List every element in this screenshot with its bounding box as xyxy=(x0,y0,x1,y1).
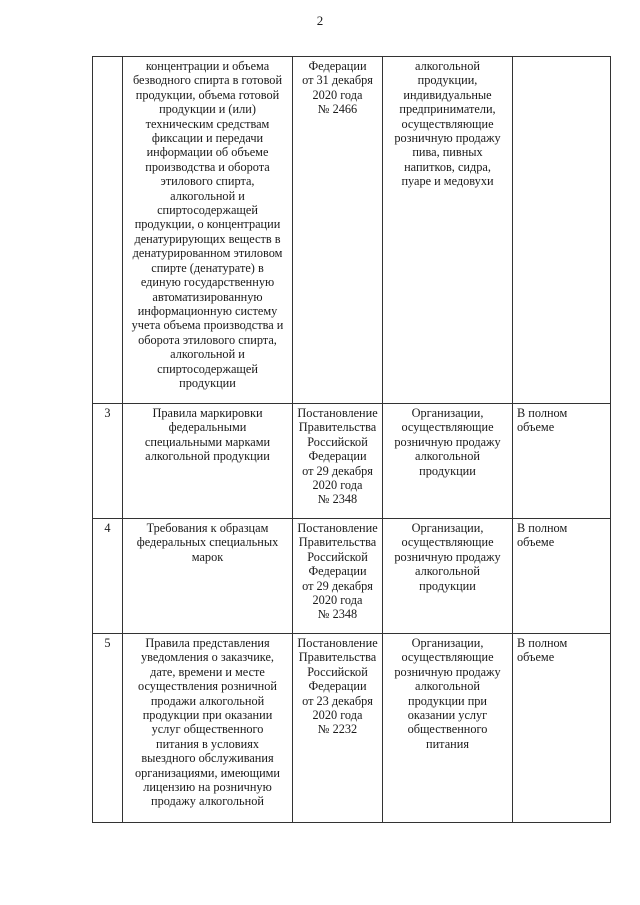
row-number-cell: 3 xyxy=(93,404,123,519)
document-name-cell xyxy=(123,404,293,519)
regulations-table-body xyxy=(93,57,611,823)
cell-line: продукции и (или) xyxy=(159,102,256,117)
cell-line: В полном xyxy=(517,521,568,535)
cell-line: алкогольной xyxy=(415,59,480,73)
page-number: 2 xyxy=(316,13,324,28)
cell-line: продукции, xyxy=(417,73,478,88)
cell-line: пива, пивных xyxy=(412,145,483,160)
cell-line: алкогольной xyxy=(415,679,480,694)
subjects-cell xyxy=(383,404,513,519)
cell-line: продажу алкогольной xyxy=(151,794,264,809)
document-name-cell xyxy=(123,634,293,823)
cell-line: осуществляющие xyxy=(401,420,494,435)
scope-cell xyxy=(513,634,611,823)
cell-line: розничную продажу xyxy=(394,549,501,564)
cell-line: алкогольной xyxy=(415,564,480,579)
cell-line: спиртосодержащей xyxy=(157,361,258,376)
cell-line: продукции, объема готовой xyxy=(135,87,280,102)
cell-line: информации об объеме xyxy=(146,145,269,160)
cell-line: услуг общественного xyxy=(151,722,264,737)
cell-line: Федерации xyxy=(308,449,367,464)
cell-line: осуществляющие xyxy=(401,650,494,665)
cell-line: учета объема производства и xyxy=(131,318,284,333)
cell-line: продукции xyxy=(419,463,476,478)
cell-line: Постановление xyxy=(297,521,378,535)
cell-line: автоматизированную xyxy=(152,289,263,304)
cell-line: Организации, xyxy=(411,406,484,420)
cell-line: розничную продажу xyxy=(394,664,501,679)
cell-line: алкогольной продукции xyxy=(145,449,270,464)
cell-line: Требования к образцам xyxy=(146,521,269,535)
cell-line: 2020 года xyxy=(312,593,363,608)
cell-line: спирте (денатурате) в xyxy=(151,260,264,275)
cell-line: продажи алкогольной xyxy=(150,693,265,708)
cell-line: от 29 декабря xyxy=(302,578,373,593)
cell-line: осуществления розничной xyxy=(138,679,277,694)
row-number-cell xyxy=(93,57,123,404)
cell-line: индивидуальные xyxy=(403,87,492,102)
cell-line: Федерации xyxy=(308,679,367,694)
cell-line: розничную продажу xyxy=(394,131,501,146)
subjects-cell xyxy=(383,634,513,823)
cell-line: техническим средствам xyxy=(145,116,270,131)
legal-act-cell xyxy=(293,57,383,404)
cell-line: Российской xyxy=(307,664,368,679)
table-row xyxy=(93,634,611,823)
document-name-cell xyxy=(123,519,293,634)
cell-line: Правила представления xyxy=(145,636,270,650)
cell-line: осуществляющие xyxy=(401,535,494,550)
cell-line: единую государственную xyxy=(140,275,275,290)
cell-line: этилового спирта, xyxy=(160,174,255,189)
cell-line: производства и оборота xyxy=(145,159,270,174)
cell-line: дате, времени и месте xyxy=(150,664,265,679)
cell-line: от 29 декабря xyxy=(302,463,373,478)
cell-line: продукции xyxy=(179,375,236,390)
cell-line: Организации, xyxy=(411,521,484,535)
scope-cell xyxy=(513,519,611,634)
cell-line: 2020 года xyxy=(312,708,363,723)
cell-line: объеме xyxy=(517,535,555,550)
cell-line: лицензию на розничную xyxy=(143,780,272,795)
cell-line: денатурирующих веществ в xyxy=(134,231,281,246)
cell-line: Постановление xyxy=(297,406,378,420)
cell-line: концентрации и объема xyxy=(145,59,270,73)
cell-line: предприниматели, xyxy=(399,102,496,117)
table-row xyxy=(93,57,611,404)
cell-line: от 23 декабря xyxy=(302,693,373,708)
cell-line: федеральными xyxy=(168,420,247,435)
scope-cell xyxy=(513,404,611,519)
subjects-cell xyxy=(383,57,513,404)
scope-cell xyxy=(513,57,611,404)
cell-line: пуаре и медовухи xyxy=(401,174,494,189)
cell-line: питания в условиях xyxy=(156,736,259,751)
cell-line: денатурированном этиловом xyxy=(132,246,283,261)
cell-line: Российской xyxy=(307,434,368,449)
cell-line: В полном xyxy=(517,406,568,420)
cell-line: специальными марками xyxy=(144,434,271,449)
cell-line: оборота этилового спирта, xyxy=(138,332,277,347)
cell-line: уведомления о заказчике, xyxy=(141,650,274,665)
cell-line: Федерации xyxy=(308,59,367,73)
cell-line: информационную систему xyxy=(137,303,278,318)
cell-line: продукции при xyxy=(407,693,488,708)
cell-line: питания xyxy=(426,736,469,751)
document-name-cell xyxy=(123,57,293,404)
cell-line: № 2348 xyxy=(317,607,358,622)
cell-line: № 2348 xyxy=(317,492,358,507)
cell-line: напитков, сидра, xyxy=(404,159,491,174)
cell-line: организациями, имеющими xyxy=(134,765,281,780)
cell-line: алкогольной и xyxy=(170,188,245,203)
cell-line: оказании услуг xyxy=(407,708,488,723)
legal-act-cell xyxy=(293,519,383,634)
subjects-cell xyxy=(383,519,513,634)
cell-line: Постановление xyxy=(297,636,378,650)
cell-line: продукции, о концентрации xyxy=(134,217,281,232)
cell-line: выездного обслуживания xyxy=(141,751,274,766)
cell-line: 2020 года xyxy=(312,87,363,102)
cell-line: алкогольной и xyxy=(170,347,245,362)
cell-line: Правительства xyxy=(298,420,377,435)
cell-line: № 2232 xyxy=(317,722,358,737)
row-number-cell: 4 xyxy=(93,519,123,634)
cell-line: продукции xyxy=(419,578,476,593)
cell-line: продукции при оказании xyxy=(142,708,273,723)
cell-line: алкогольной xyxy=(415,449,480,464)
cell-line: фиксации и передачи xyxy=(151,131,264,146)
regulations-table xyxy=(92,56,611,823)
cell-line: 2020 года xyxy=(312,478,363,493)
cell-line: Российской xyxy=(307,549,368,564)
cell-line: Организации, xyxy=(411,636,484,650)
cell-line: марок xyxy=(191,549,224,564)
row-number-cell: 5 xyxy=(93,634,123,823)
cell-line: спиртосодержащей xyxy=(157,203,258,218)
table-row xyxy=(93,404,611,519)
cell-line: Правительства xyxy=(298,650,377,665)
cell-line: Правила маркировки xyxy=(152,406,263,420)
cell-line: Правительства xyxy=(298,535,377,550)
cell-line: объеме xyxy=(517,420,555,435)
cell-line: объеме xyxy=(517,650,555,665)
legal-act-cell xyxy=(293,404,383,519)
cell-line: федеральных специальных xyxy=(136,535,279,550)
table-row xyxy=(93,519,611,634)
cell-line: розничную продажу xyxy=(394,434,501,449)
cell-line: общественного xyxy=(407,722,488,737)
cell-line: осуществляющие xyxy=(401,116,494,131)
legal-act-cell xyxy=(293,634,383,823)
cell-line: В полном xyxy=(517,636,568,650)
cell-line: от 31 декабря xyxy=(302,73,373,88)
cell-line: Федерации xyxy=(308,564,367,579)
cell-line: № 2466 xyxy=(317,102,358,117)
cell-line: безводного спирта в готовой xyxy=(132,73,283,88)
